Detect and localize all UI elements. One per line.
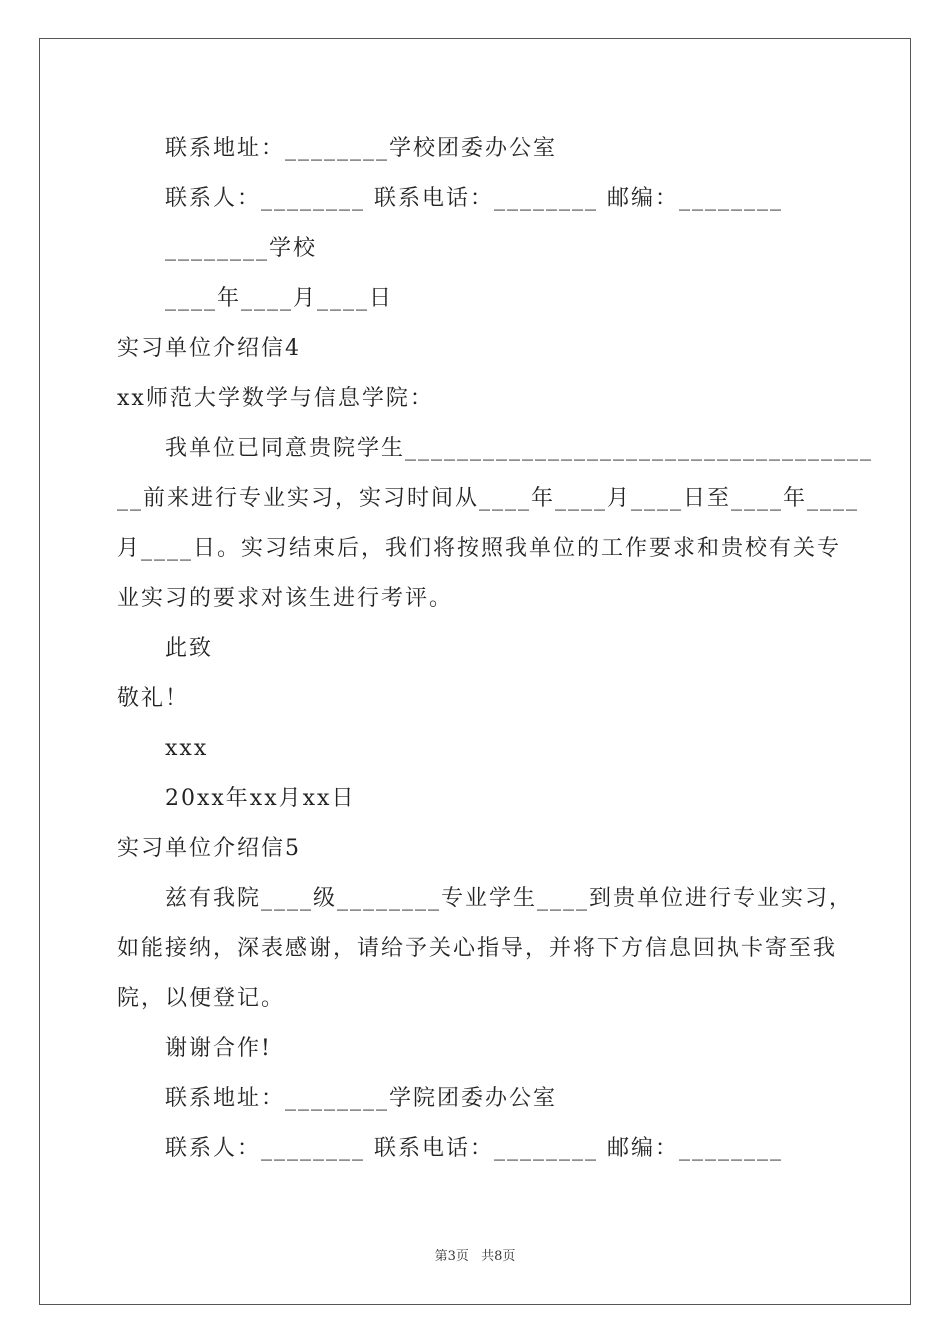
salutation-line: 敬礼！ [117,686,190,711]
signature-line: xxx [165,736,209,761]
signature-date-line: 20xx年xx月xx日 [165,786,356,811]
contact-address-line: 联系地址：________学院团委办公室 [165,1086,558,1111]
thanks-line: 谢谢合作! [165,1036,272,1061]
paragraph-line: __前来进行专业实习，实习时间从____年____月____日至____年____ [117,486,860,511]
paragraph-line: 兹有我院____级________专业学生____到贵单位进行专业实习， [165,886,854,911]
paragraph-line: 我单位已同意贵院学生____________________________________ [165,436,874,461]
contact-person-line: 联系人：________ 联系电话：________ 邮编：________ [165,1136,783,1161]
section-heading-4: 实习单位介绍信4 [117,336,301,361]
date-line: ____年____月____日 [165,286,394,311]
contact-address-line: 联系地址：________学校团委办公室 [165,136,558,161]
contact-person-line: 联系人：________ 联系电话：________ 邮编：________ [165,186,783,211]
school-signature-line: ________学校 [165,236,318,261]
section-heading-5: 实习单位介绍信5 [117,836,301,861]
page-number-total: 共8页 [481,1249,516,1264]
page-footer [0,1245,950,1264]
recipient-line: xx师范大学数学与信息学院： [117,386,434,411]
paragraph-line: 如能接纳，深表感谢，请给予关心指导，并将下方信息回执卡寄至我 [117,936,838,961]
paragraph-line: 院，以便登记。 [117,986,286,1011]
closing-line: 此致 [165,636,214,661]
page-number-current: 第3页 [434,1249,469,1264]
paragraph-line: 业实习的要求对该生进行考评。 [117,586,454,611]
paragraph-line: 月____日。实习结束后，我们将按照我单位的工作要求和贵校有关专 [117,536,842,561]
